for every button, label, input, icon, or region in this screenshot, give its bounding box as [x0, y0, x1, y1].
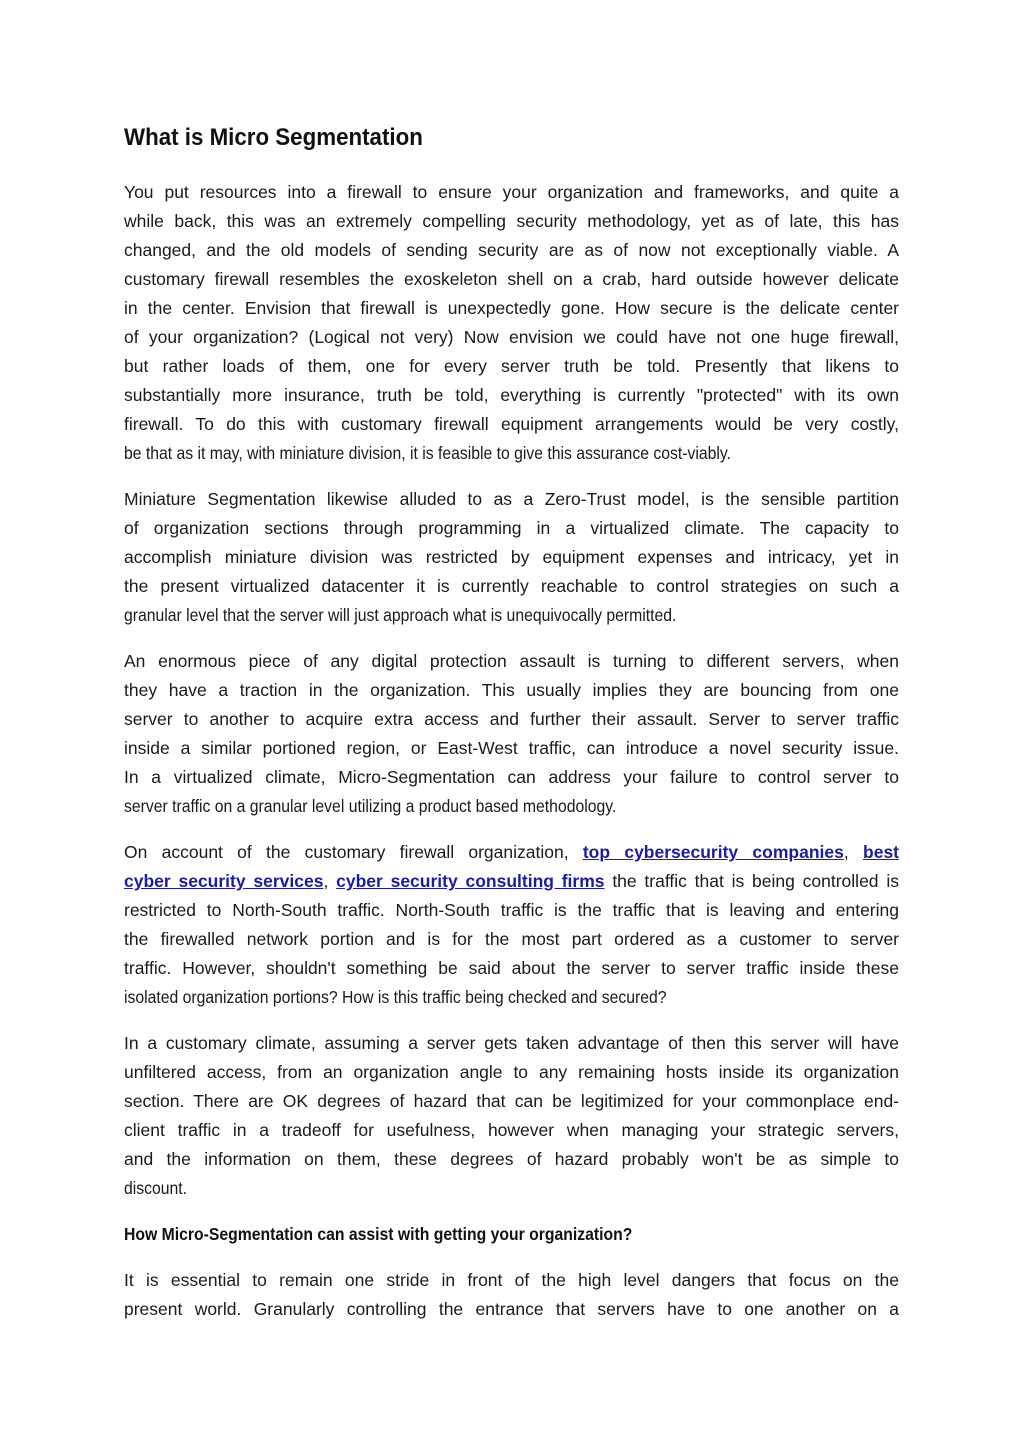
paragraph-line	[124, 441, 899, 465]
paragraph-line: in the center. Envision that firewall is unexpectedly gone. How secure is the delicate center	[124, 298, 899, 318]
paragraph-line: the firewalled network portion and is for the most part ordered as a customer to server	[124, 929, 899, 949]
paragraph-line-text: isolated organization portions? How is this traffic being checked and secured?	[124, 987, 667, 1007]
paragraph-line: inside a similar portioned region, or East-West traffic, can introduce a novel security issue.	[124, 738, 899, 758]
paragraph-line: traffic. However, shouldn't something be said about the server to server traffic inside these	[124, 958, 899, 978]
paragraph-line	[124, 840, 899, 864]
paragraph-line: server to another to acquire extra access and further their assault. Server to server traffic	[124, 709, 899, 729]
paragraph-line: firewall. To do this with customary firewall equipment arrangements would be very costly,	[124, 414, 899, 434]
paragraph-line: An enormous piece of any digital protection assault is turning to different servers, when	[124, 651, 899, 671]
page-title: What is Micro Segmentation	[124, 124, 423, 151]
paragraph-line: and the information on them, these degrees of hazard probably won't be as simple to	[124, 1149, 899, 1169]
paragraph-text: On account of the customary firewall organization,	[124, 842, 569, 862]
paragraph-line: section. There are OK degrees of hazard that can be legitimized for your commonplace end-	[124, 1091, 899, 1111]
paragraph-line: present world. Granularly controlling the entrance that servers have to one another on a	[124, 1299, 899, 1319]
paragraph-line	[124, 1176, 899, 1200]
paragraph-line: In a virtualized climate, Micro-Segmentation can address your failure to control server to	[124, 767, 899, 787]
link-best-cyber-security-services-part1[interactable]: best	[863, 842, 899, 862]
comma: ,	[843, 842, 849, 862]
paragraph-line: customary firewall resembles the exoskeleton shell on a crab, hard outside however delicate	[124, 269, 899, 289]
paragraph-line-text: be that as it may, with miniature division, it is feasible to give this assurance cost-viably.	[124, 443, 731, 463]
paragraph-line: Miniature Segmentation likewise alluded to as a Zero-Trust model, is the sensible partition	[124, 489, 899, 509]
paragraph-line	[124, 869, 899, 893]
paragraph-line: client traffic in a tradeoff for usefulness, however when managing your strategic servers,	[124, 1120, 899, 1140]
paragraph-line: In a customary climate, assuming a server gets taken advantage of then this server will have	[124, 1033, 899, 1053]
paragraph-line: of organization sections through programming in a virtualized climate. The capacity to	[124, 518, 899, 538]
paragraph-line: but rather loads of them, one for every server truth be told. Presently that likens to	[124, 356, 899, 376]
paragraph-line: You put resources into a firewall to ensure your organization and frameworks, and quite a	[124, 182, 899, 202]
paragraph-line: accomplish miniature division was restricted by equipment expenses and intricacy, yet in	[124, 547, 899, 567]
paragraph-line	[124, 794, 899, 818]
paragraph-line-text: discount.	[124, 1178, 188, 1198]
paragraph-line: while back, this was an extremely compelling security methodology, yet as of late, this has	[124, 211, 899, 231]
paragraph-line: changed, and the old models of sending security are as of now not exceptionally viable. A	[124, 240, 899, 260]
section-subheading	[124, 1222, 689, 1246]
comma: ,	[323, 871, 329, 891]
paragraph-line: It is essential to remain one stride in front of the high level dangers that focus on the	[124, 1270, 899, 1290]
paragraph-text: the traffic that is being controlled is	[612, 871, 899, 891]
paragraph-line: they have a traction in the organization. This usually implies they are bouncing from one	[124, 680, 899, 700]
link-top-cybersecurity-companies[interactable]: top cybersecurity companies	[582, 842, 844, 862]
paragraph-line-text: server traffic on a granular level utilizing a product based methodology.	[124, 796, 617, 816]
section-subheading-text: How Micro-Segmentation can assist with getting your organization?	[124, 1224, 633, 1244]
paragraph-line: unfiltered access, from an organization angle to any remaining hosts inside its organization	[124, 1062, 899, 1082]
paragraph-line: substantially more insurance, truth be told, everything is currently "protected" with its own	[124, 385, 899, 405]
link-best-cyber-security-services-part2[interactable]: cyber security services	[124, 871, 324, 891]
link-cyber-security-consulting-firms[interactable]: cyber security consulting firms	[336, 871, 605, 891]
paragraph-line-text: granular level that the server will just approach what is unequivocally permitted.	[124, 605, 677, 625]
paragraph-line	[124, 603, 899, 627]
paragraph-line	[124, 985, 899, 1009]
paragraph-line: the present virtualized datacenter it is currently reachable to control strategies on such a	[124, 576, 899, 596]
paragraph-line: restricted to North-South traffic. North-South traffic is the traffic that is leaving and entering	[124, 900, 899, 920]
paragraph-line: of your organization? (Logical not very) Now envision we could have not one huge firewall,	[124, 327, 899, 347]
